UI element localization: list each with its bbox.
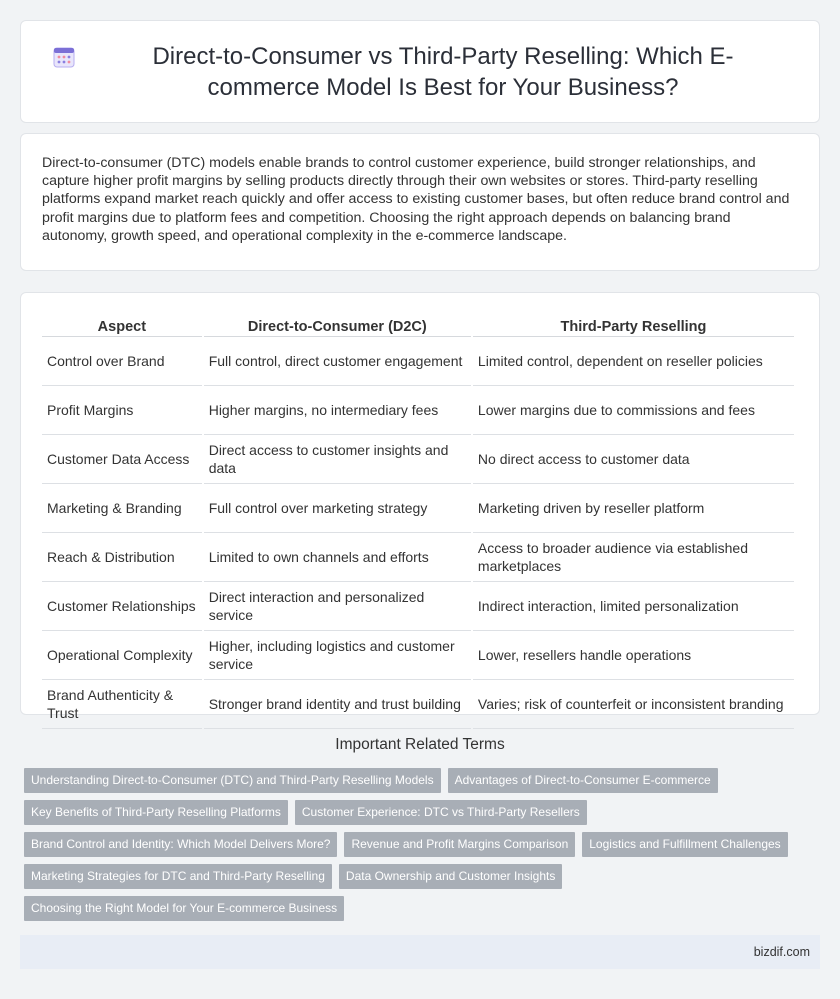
d2c-cell: Stronger brand identity and trust building [204, 680, 471, 729]
title-card [20, 20, 820, 123]
third-party-cell: Limited control, dependent on reseller policies [473, 337, 794, 386]
d2c-cell: Higher, including logistics and customer service [204, 631, 471, 680]
table-row [42, 680, 794, 729]
related-term-link[interactable]: Marketing Strategies for DTC and Third-Party Reselling [24, 864, 332, 889]
d2c-cell: Direct access to customer insights and data [204, 435, 471, 484]
third-party-cell: Varies; risk of counterfeit or inconsistent branding [473, 680, 794, 729]
table-row [42, 533, 794, 582]
d2c-cell: Higher margins, no intermediary fees [204, 386, 471, 435]
intro-card [20, 133, 820, 271]
third-party-cell: Access to broader audience via established marketplaces [473, 533, 794, 582]
related-term-link[interactable]: Logistics and Fulfillment Challenges [582, 832, 787, 857]
aspect-cell: Brand Authenticity & Trust [42, 680, 202, 729]
related-term-link[interactable]: Revenue and Profit Margins Comparison [344, 832, 575, 857]
d2c-cell: Limited to own channels and efforts [204, 533, 471, 582]
d2c-cell: Full control over marketing strategy [204, 484, 471, 533]
footer-site-link[interactable]: bizdif.com [753, 945, 810, 959]
aspect-cell: Operational Complexity [42, 631, 202, 680]
aspect-cell: Profit Margins [42, 386, 202, 435]
related-term-link[interactable]: Advantages of Direct-to-Consumer E-commerce [448, 768, 718, 793]
third-party-cell: Lower margins due to commissions and fees [473, 386, 794, 435]
aspect-cell: Reach & Distribution [42, 533, 202, 582]
table-row [42, 386, 794, 435]
page-title: Direct-to-Consumer vs Third-Party Reselling: Which E-commerce Model Is Best for Your Business? [152, 42, 734, 101]
table-row [42, 631, 794, 680]
related-term-link[interactable]: Data Ownership and Customer Insights [339, 864, 562, 889]
related-term-link[interactable]: Understanding Direct-to-Consumer (DTC) and Third-Party Reselling Models [24, 768, 441, 793]
table-row [42, 582, 794, 631]
related-terms-heading: Important Related Terms [335, 736, 505, 753]
calendar-grid-icon [52, 45, 76, 69]
header-third-party: Third-Party Reselling [473, 311, 794, 337]
aspect-cell: Customer Relationships [42, 582, 202, 631]
related-term-link[interactable]: Key Benefits of Third-Party Reselling Platforms [24, 800, 288, 825]
related-term-link[interactable]: Choosing the Right Model for Your E-commerce Business [24, 896, 344, 921]
third-party-cell: Marketing driven by reseller platform [473, 484, 794, 533]
aspect-cell: Customer Data Access [42, 435, 202, 484]
table-header-row [42, 311, 794, 337]
header-aspect: Aspect [42, 311, 202, 337]
table-row [42, 484, 794, 533]
table-row [42, 337, 794, 386]
d2c-cell: Full control, direct customer engagement [204, 337, 471, 386]
related-term-link[interactable]: Customer Experience: DTC vs Third-Party Resellers [295, 800, 587, 825]
third-party-cell: No direct access to customer data [473, 435, 794, 484]
related-terms-list [24, 768, 824, 928]
d2c-cell: Direct interaction and personalized service [204, 582, 471, 631]
footer-bar [20, 935, 820, 969]
third-party-cell: Indirect interaction, limited personalization [473, 582, 794, 631]
third-party-cell: Lower, resellers handle operations [473, 631, 794, 680]
table-row [42, 435, 794, 484]
comparison-table-card [20, 292, 820, 721]
comparison-table [40, 311, 796, 729]
intro-paragraph: Direct-to-consumer (DTC) models enable brands to control customer experience, build stronger relationships, and capture higher profit margins by selling products directly through their own websites or stores. Third-party reselling platforms expand market reach quickly and offer access to existing customer bases, but often reduce brand control and profit margins due to platform fees and competition. Choosing the right approach depends on balancing brand autonomy, growth speed, and operational complexity in the e-commerce landscape. [42, 155, 790, 244]
aspect-cell: Control over Brand [42, 337, 202, 386]
title-wrap [52, 41, 788, 103]
aspect-cell: Marketing & Branding [42, 484, 202, 533]
header-d2c: Direct-to-Consumer (D2C) [204, 311, 471, 337]
related-term-link[interactable]: Brand Control and Identity: Which Model Delivers More? [24, 832, 337, 857]
